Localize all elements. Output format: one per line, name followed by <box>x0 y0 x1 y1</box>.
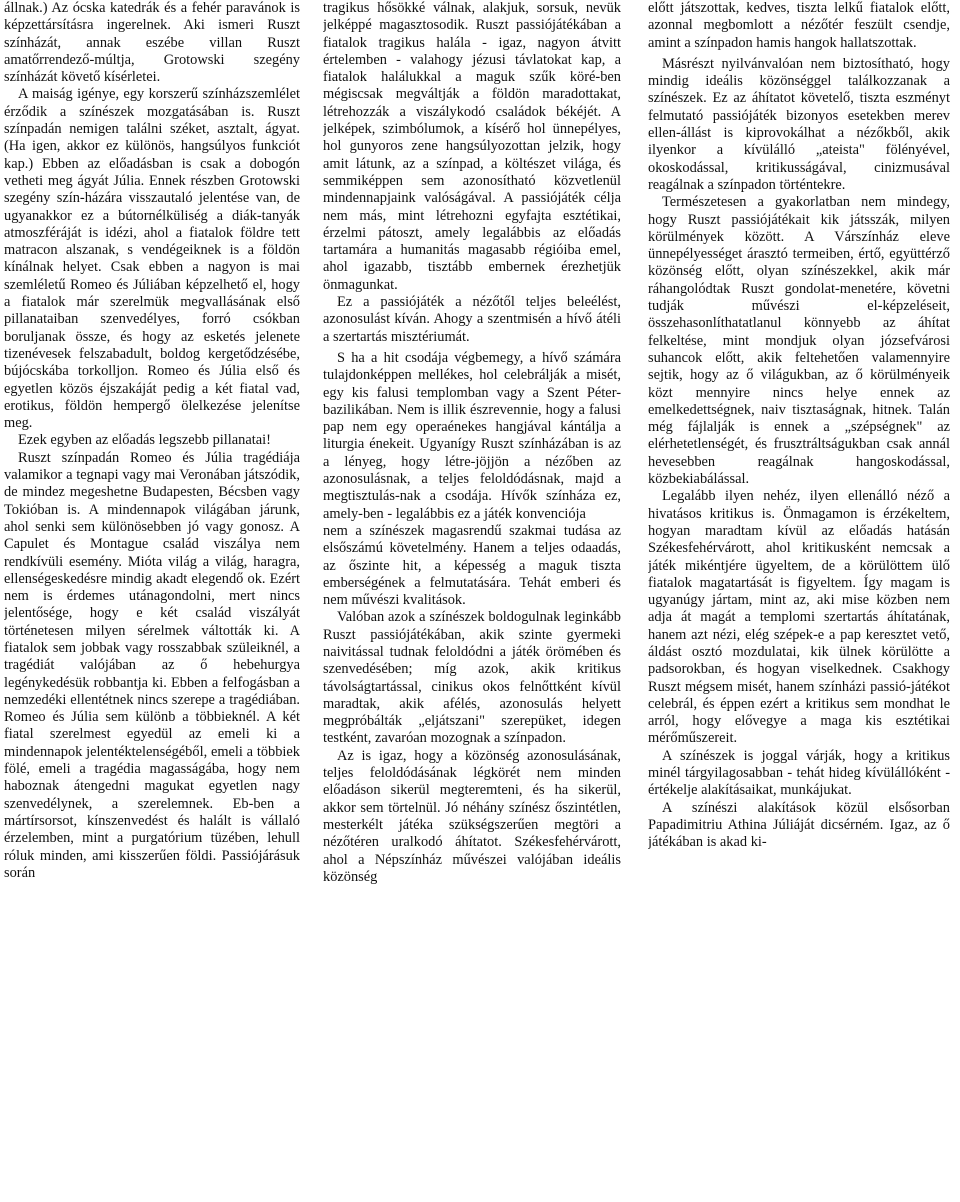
paragraph: Ez a passiójáték a nézőtől teljes beleélést, azonosulást kíván. Ahogy a szentmisén a hívő átéli a szertartás misztériumát. <box>323 294 621 345</box>
paragraph: tragikus hősökké válnak, alakjuk, sorsuk, nevük jelképpé magasztosodik. Ruszt passiójátékában a fiatalok tragikus halála - igaz, nagyon átvitt értelemben - valahogy jézusi távlatokat kap, a fiatalok halálukkal a maguk szűk köré-ben mégiscsak megváltják a földön maradottakat, létrehozzák a viszálykodó családok békéjét. A jelképek, szimbólumok, a kísérő hol ünnepélyes, hol gunyoros zene hangsúlyozottan jelzik, hogy amit látunk, az a színpad, a költészet világa, és semmiképpen sem azonosítható közvetlenül mindennapjaink valóságával. A passiójáték célja nem más, mint létrehozni egyfajta esztétikai, érzelmi pátoszt, amely legalábbis az előadás tartamára a humanitás magasabb régióiba emel, ahol igazabb, tisztább embernek érezhetjük önmagunkat. <box>323 0 621 293</box>
text-column-3 <box>648 0 950 1202</box>
paragraph: S ha a hit csodája végbemegy, a hívő számára tulajdonképpen mellékes, hol celebrálják a misét, egy kis falusi templomban vagy a Szent Péter-bazilikában. Nem is illik észrevennie, hogy a falusi pap nem egy operaénekes hangjával kántálja a liturgia énekeit. Ugyanígy Ruszt színházában is az a lényeg, hogy létre-jöjjön a nézőben az azonosulásnak, a teljes feloldódásnak, majd a megtisztulás-nak a csodája. Hívők színháza ez, amely-ben - legalábbis ez a játék konvenciója <box>323 349 621 522</box>
text-column-1 <box>4 0 300 1202</box>
paragraph: Az is igaz, hogy a közönség azonosulásának, teljes feloldódásának légkörét nem minden előadáson sikerül megteremteni, és ha sikerül, akkor sem törtelnül. Jó néhány színész őszintétlen, mesterkélt játéka szükségszerűen megtöri a nézőtéren uralkodó áhítatot. Székesfehérvárott, ahol a Népszínház művészei valójában ideális közönség <box>323 747 621 885</box>
paragraph: A színészi alakítások közül elsősorban Papadimitriu Athina Júliáját dicsérném. Igaz, az ő játékában is akad ki- <box>648 799 950 851</box>
paragraph: Valóban azok a színészek boldogulnak leginkább Ruszt passiójátékában, akik szinte gyermeki naivitással tudnak feloldódni a játék örömében és szenvedésében; míg azok, akik kritikus távolságtartással, cinikus okos felnőttként kívül maradtak, akik afélés, azonosulás helyett megpróbálták „eljátszani" szerepüket, idegen testként, zavaróan mozognak a színpadon. <box>323 609 621 747</box>
paragraph: előtt játszottak, kedves, tiszta lelkű fiatalok előtt, azonnal megbomlott a nézőtér feszült csendje, amint a színpadon hamis hangok hallatszottak. <box>648 0 950 51</box>
paragraph: A maiság igénye, egy korszerű színházszemlélet érződik a színészek mozgatásában is. Ruszt színpadán nemigen találni széket, asztalt, ágyat. (Ha igen, akkor ez különös, hangsúlyos funkciót kap.) Ebben az előadásban is csak a dobogón vetheti meg ágyát Júlia. Ennek részben Grotowski szegény szín-házára visszautaló jelentése van, de ugyanakkor ez a bútornélküliség a diák-tanyák atmoszféráját is idézi, ahol a fiatalok földre tett matracon alszanak, s vendégeiknek is a földön kínálnak helyet. Csak ebben a nagyon is mai szemléletű Romeo és Júliában képzelhető el, hogy a fiatalok már szerelmük megvallásának első pillanataiban szenvedélyes, forró csókban boruljanak össze, és hogy az esketés jelenete tizenévesek felszabadult, boldog kergetődzésébe, bújócskába torkolljon. Romeo és Júlia első és egyetlen közös éjszakáját pedig a két fiatal vad, erotikus, földön hempergő ölelkezése jelenítse meg. <box>4 86 300 432</box>
paragraph: állnak.) Az ócska katedrák és a fehér paravánok is képzettársításra ingerelnek. Aki ismeri Ruszt színházát, annak eszébe villan Ruszt amatőrrendező-múltja, Grotowski szegény színházát követő kísérletei. <box>4 0 300 86</box>
paragraph: Ruszt színpadán Romeo és Júlia tragédiája valamikor a tegnapi vagy mai Veronában játszódik, de mindez megeshetne Budapesten, Bécsben vagy Tokióban is. A mindennapok világában járunk, ahol senki sem különösebben jó vagy gonosz. A Capulet és Montague család viszálya nem rendkívüli esemény. Mióta világ a világ, haragra, ellenségeskedésre mindig akadt elegendő ok. Ezért nem is érdemes utánagondolni, mert nincs jelentősége, hogy e két család viszályát történetesen milyen sérelmek váltották ki. A fiatalok sem jobbak vagy rosszabbak szüleiknél, a tragédiát valójában az ő hebehurgya legénykedésük robbantja ki. Ebben a felfogásban a nemzedéki ellentétnek nincs szerepe a tragédiában. Romeo és Júlia sem különb a többieknél. A két fiatal szerelmest egyedül az emeli ki a mindennapok jelentéktelenségéből, emeli a többiek fölé, emeli a tragédia magasságába, hogy nem haboznak átengedni magukat egyetlen nagy szenvedélynek, a szerelemnek. Eb-ben a mártírsorsot, kínszenvedést és halált is vállaló érzelemben, mint a purgatórium tüzében, lehull róluk minden, ami kisszerűen földi. Passiójárásuk során <box>4 449 300 881</box>
text-column-2 <box>323 0 621 1202</box>
paragraph: A színészek is joggal várják, hogy a kritikus minél tárgyilagosabban - tehát hideg kívülállóként - értékelje alakításaikat, munkájukat. <box>648 747 950 799</box>
paragraph: Másrészt nyilvánvalóan nem biztosítható, hogy mindig ideális közönséggel találkozzanak a színészek. Ez az áhítatot követelő, tiszta eszményt felmutató passiójáték bizonyos esetekben merev ellen-állást is kiprovokálhat a nézőkből, akik ilyenkor a kívülálló „ateista" fölényével, okoskodással, kritikusságával, cinizmusával reagálnak a színpadon történtekre. <box>648 55 950 193</box>
paragraph: Legalább ilyen nehéz, ilyen ellenálló néző a hivatásos kritikus is. Önmagamon is érzékeltem, hogyan maradtam kívül az előadás hatásán Székesfehérvárott, ahol kritikusként nemcsak a játék mikéntjére ügyeltem, de a körülöttem ülő fiatalok magatartását is figyeltem. Így magam is ugyanúgy jártam, mint az, aki mise közben nem adja át magát a templomi szertartás áhítatának, hanem azt nézi, elég szépek-e a pap keresztet vető, áldást osztó mozdulatai, kik ülnek körülötte a padsorokban, és hogyan viselkednek. Csakhogy Ruszt mégsem misét, hanem színházi passió-játékot celebrál, és éppen ezért a kritikus sem mondhat le arról, hogy elővegye a maga kis esztétikai mérőműszereit. <box>648 488 950 747</box>
paragraph: nem a színészek magasrendű szakmai tudása az elsőszámú követelmény. Hanem a teljes odaadás, az őszinte hit, a képesség a maguk tiszta emberségének a felmutatására. Tehát emberi és nem művészi kvalitások. <box>323 522 621 609</box>
paragraph: Természetesen a gyakorlatban nem mindegy, hogy Ruszt passiójátékait kik játsszák, milyen körülmények között. A Várszínház eleve ünnepélyességet árasztó termeiben, értő, együttérző közönség előtt, olyan színészekkel, akik már ráhangolódtak Ruszt gondolat-menetére, követni tudják művészi el-képzeléseit, összehasonlíthatatlanul könnyebb az áhítat felkeltése, mint mondjuk olyan józsefvárosi suhancok előtt, akik feltehetően valamennyire sejtik, hogy az ő világukban, az ő körülményeik közt mennyire nincs helye ennek az emelkedettségnek, naiv tisztaságnak, hitnek. Talán még fájlalják is ennek a „szépségnek" az elérhetetlenségét, és frusztráltságukban csak annál hevesebben reagálnak hangoskodással, közbekiabálással. <box>648 194 950 488</box>
paragraph: Ezek egyben az előadás legszebb pillanatai! <box>18 432 271 449</box>
